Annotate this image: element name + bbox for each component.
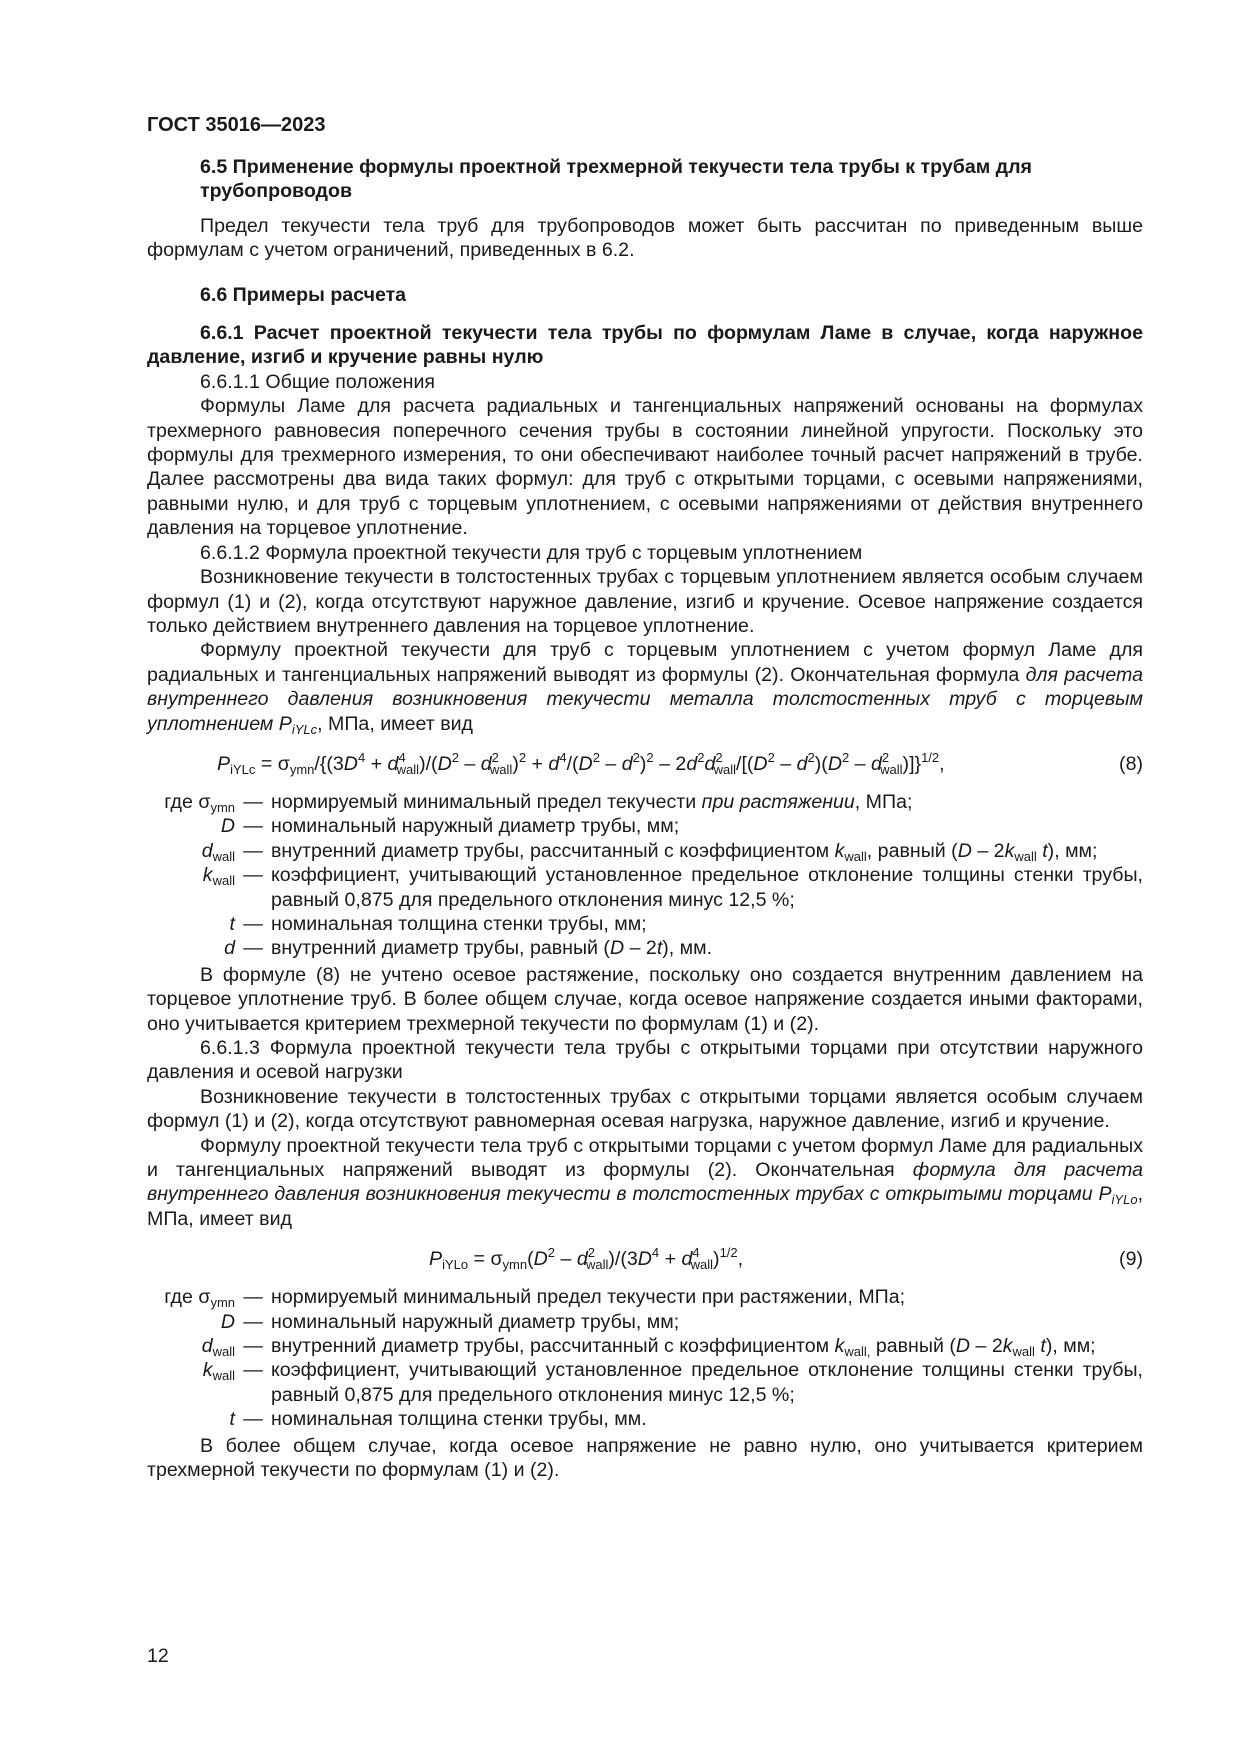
where-row: где $\sigma_{ymn}$ — нормируемый минимальный предел текучести при растяжении, МПа; [164, 1286, 906, 1311]
document-header: ГОСТ 35016—2023 [147, 114, 326, 136]
formula-8-number: (8) [1119, 752, 1143, 775]
section-6-6-1-2-text1: Возникновение текучести в толстостенных трубах с торцевым уплотнением является особым случаем формул (1) и (2), когда отсутствуют наружное давление, изгиб и кручение. Осевое напряжение создается только действием внутреннего давления на торцевое уплотнение. [147, 566, 1143, 637]
where-row: D — номинальный наружный диаметр трубы, мм; [220, 815, 680, 838]
after-formula-8-text: В формуле (8) не учтено осевое растяжение, поскольку оно создается внутренним давлением на торцевое уплотнение труб. В более общем случае, когда осевое напряжение создается иными факторами, оно учитывается критерием трехмерной текучести по формулам (1) и (2). [147, 963, 1143, 1035]
where-row: где $\sigma_{ymn}$ — нормируемый минимальный предел текучести при растяжении, МПа; [164, 790, 913, 815]
section-6-6-1-3-text1: Возникновение текучести в толстостенных трубах с открытыми торцами является особым случаем формул (1) и (2), когда отсутствуют равномерная осевая нагрузка, наружное давление, изгиб и кручение. [147, 1085, 1143, 1133]
text2-part-b: для расчета внутреннего давления возникновения текучести металла толстостенных труб с торцевым уплотнением [147, 663, 1143, 735]
section-6-6-1-title: 6.6.1 Расчет проектной текучести тела трубы по формулам Ламе в случае, когда наружное давление, изгиб и кручение равны нулю [147, 322, 1143, 369]
section-6-5-title: 6.5 Применение формулы проектной трехмерной текучести тела трубы к трубам для трубопроводов [200, 156, 1032, 203]
where-row: t — номинальная толщина стенки трубы, мм; [229, 912, 647, 935]
where-row: $k_{wall}$ — коэффициент, учитывающий установленное предельное отклонение толщины стенки трубы, равный 0,875 для предельного отклонения минус 12,5 %; [202, 864, 1143, 911]
section-6-6-1-1-title: 6.6.1.1 Общие положения [200, 370, 436, 393]
where-table-9 [147, 1285, 1143, 1431]
where-table-8 [147, 790, 1143, 961]
formula-8-expression: $P_{iYLc} = \sigma_{ymn}/\{(3D^4 + d^4_{wall})/(D^2 - d^2_{wall})^2 + d^4/(D^2 - d^2)^2 - 2d^2d^2_{wall}/[(D^2 - d^2)(D^2 - d^2_{wall})]\}^{1/2}$, [217, 749, 945, 777]
where-word: где [164, 790, 193, 813]
closing-text: В более общем случае, когда осевое напряжение не равно нулю, оно учитывается критерием трехмерной текучести по формулам (1) и (2). [147, 1434, 1143, 1482]
formula-9-number: (9) [1119, 1248, 1143, 1271]
where-row: $d_{wall}$ — внутренний диаметр трубы, рассчитанный с коэффициентом $k_{wall}$, равный ($D - 2k_{wall}$ t), мм; [201, 839, 1098, 864]
formula-8 [147, 736, 1143, 784]
section-6-6-1-2-text2: Формулу проектной текучести для труб с торцевым уплотнением с учетом формул Ламе для радиальных и тангенциальных напряжений выводят из формулы (2). Окончательная формула для расчета внутреннего давления возникновения текучести металла толстостенных труб с торцевым уплотнением $P_{iYLc}$, МПа, имеет вид [147, 639, 1143, 737]
section-6-6-1-2-title: 6.6.1.2 Формула проектной текучести для труб с торцевым уплотнением [200, 541, 863, 564]
where-row: $k_{wall}$ — коэффициент, учитывающий установленное предельное отклонение толщины стенки трубы, равный 0,875 для предельного отклонения минус 12,5 %; [202, 1359, 1143, 1406]
section-6-5-text: Предел текучести тела труб для трубопроводов может быть рассчитан по приведенным выше формулам с учетом ограничений, приведенных в 6.2. [147, 214, 1143, 262]
section-6-6-1-1-text: Формулы Ламе для расчета радиальных и тангенциальных напряжений основаны на формулах трехмерного равновесия поперечного сечения трубы в состоянии линейной упругости. Поскольку это формулы для трехмерного измерения, то они обеспечивают наиболее точный расчет напряжений в трубе. Далее рассмотрены два вида таких формул: для труб с открытыми торцами, с осевыми напряжениями, равными нулю, и для труб с торцевым уплотнением, с осевыми напряжениями от действия внутреннего давления на торцевое уплотнение. [147, 395, 1143, 540]
section-6-6-1-3-text2: Формулу проектной текучести тела труб с открытыми торцами с учетом формул Ламе для радиальных и тангенциальных напряжений выводят из формулы (2). Окончательная формула для расчета внутреннего давления возникновения текучести в толстостенных трубах с открытыми торцами $P_{iYLo}$, МПа, имеет вид [147, 1134, 1144, 1230]
where-row: t — номинальная толщина стенки трубы, мм. [229, 1408, 647, 1431]
page-number: 12 [147, 1645, 169, 1667]
section-6-6-title: 6.6 Примеры расчета [200, 283, 407, 306]
where-row: d — внутренний диаметр трубы, равный (D – 2t), мм. [224, 937, 713, 960]
text2-part-a: Формулу проектной текучести для труб с торцевым уплотнением с учетом формул Ламе для радиальных и тангенциальных напряжений выводят из формулы (2). Окончательная формула [147, 639, 1143, 686]
where-row: $d_{wall}$ — внутренний диаметр трубы, рассчитанный с коэффициентом $k_{wall,}$ равный ($D - 2k_{wall}$ t), мм; [201, 1335, 1096, 1360]
formula-9-expression: $P_{iYLo} = \sigma_{ymn}(D^2 - d^2_{wall})/(3D^4 + d^4_{wall})^{1/2}$, [429, 1245, 744, 1273]
page-content [147, 0, 1143, 1483]
where-row: D — номинальный наружный диаметр трубы, мм; [220, 1310, 680, 1333]
text2-part-c: , МПа, имеет вид [317, 712, 473, 735]
formula-9 [147, 1231, 1143, 1279]
section-6-6-1-3-title: 6.6.1.3 Формула проектной текучести тела трубы с открытыми торцами при отсутствии наружного давления и осевой нагрузки [147, 1037, 1143, 1084]
